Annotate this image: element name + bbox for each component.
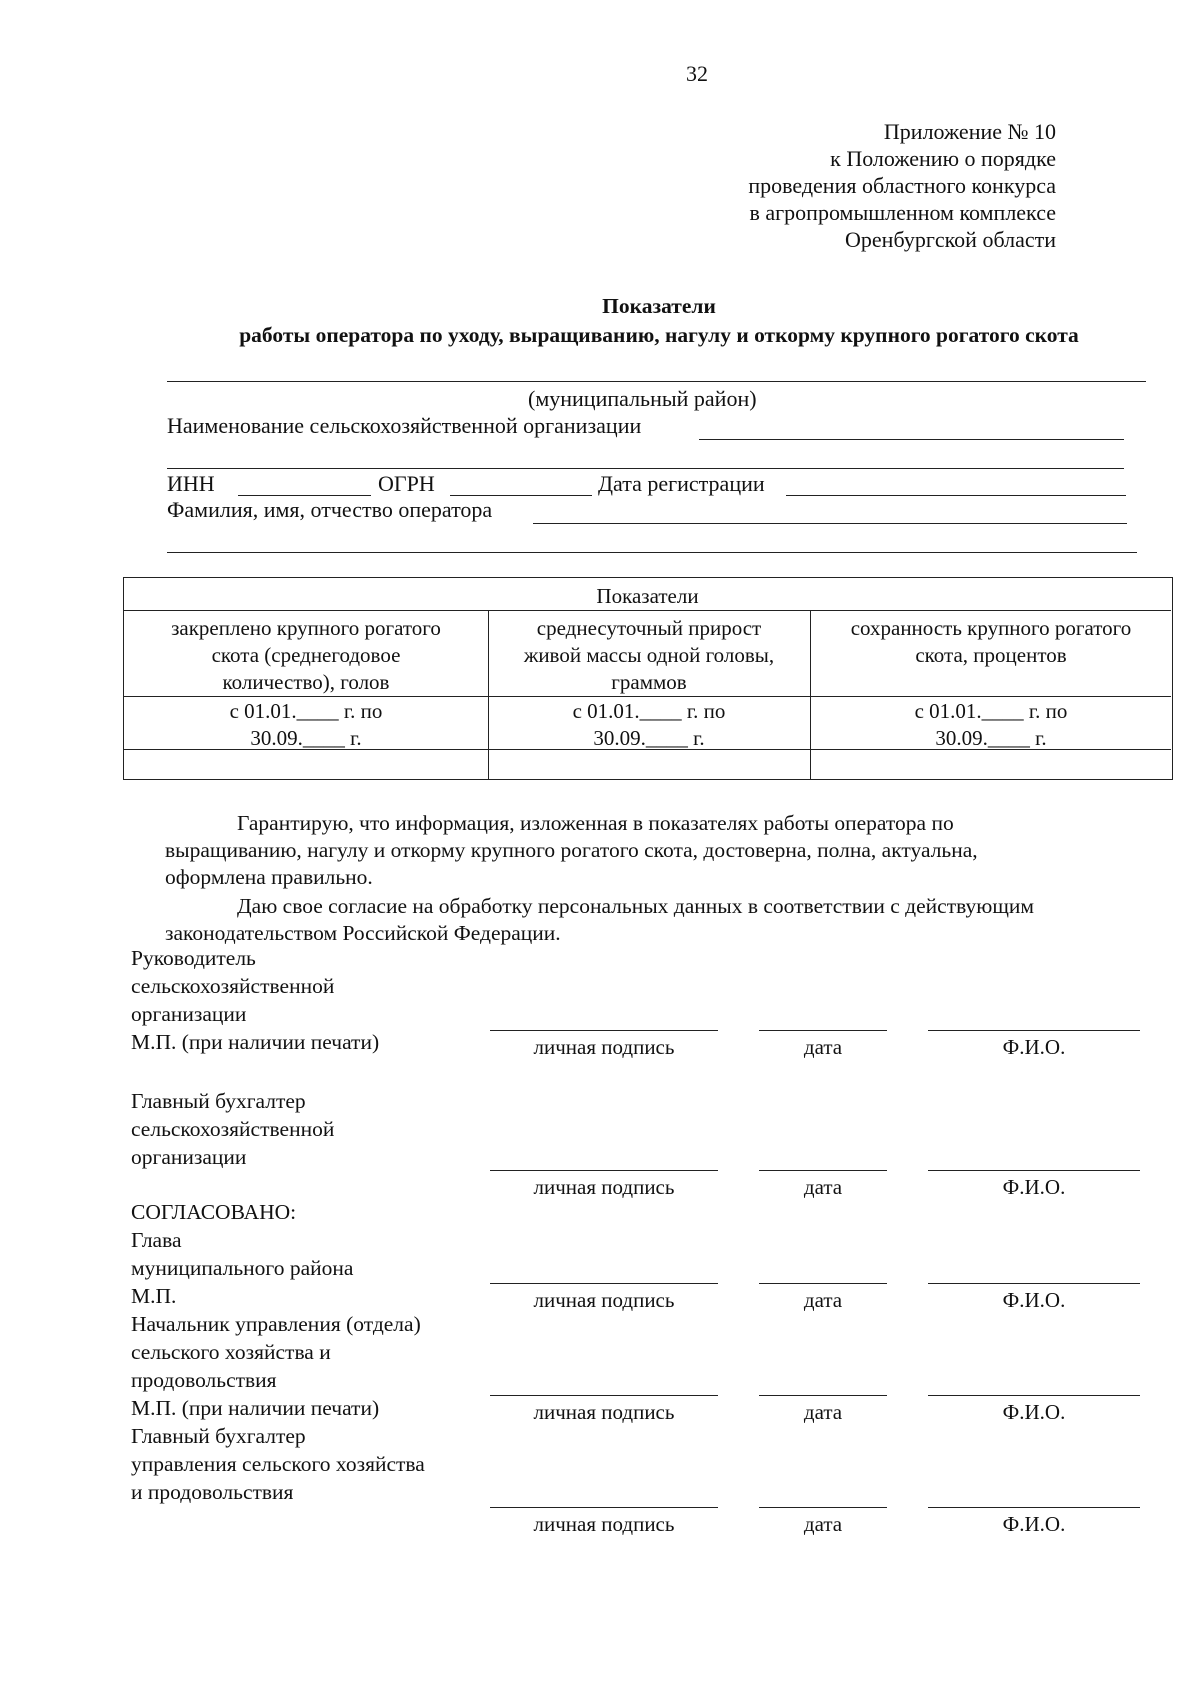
signature-line [490, 1507, 718, 1508]
column-header-survival: сохранность крупного рогатого скота, процентов [850, 616, 1132, 667]
signatory-agri-head: продовольствия [131, 1368, 277, 1392]
fio-line [928, 1507, 1140, 1508]
signature-line [490, 1170, 718, 1171]
date-line [759, 1283, 887, 1284]
date-caption: дата [803, 1400, 843, 1424]
signature-caption: личная подпись [533, 1288, 675, 1312]
date-caption: дата [803, 1175, 843, 1199]
signatory-head-org: организации [131, 1002, 247, 1026]
signatory-agri-accountant: и продовольствия [131, 1480, 294, 1504]
page-number: 32 [686, 61, 708, 86]
signatory-chief-accountant: Главный бухгалтер [131, 1089, 306, 1113]
document-title: Показатели [602, 294, 716, 318]
appendix-line: проведения областного конкурса [748, 173, 1056, 198]
date-line [759, 1030, 887, 1031]
operator-blank [533, 523, 1127, 524]
document-subtitle: работы оператора по уходу, выращиванию, нагулу и откорму крупного рогатого скота [239, 323, 1079, 347]
appendix-title: Приложение № 10 [883, 119, 1056, 144]
table-header: Показатели [596, 584, 699, 608]
org-name-label: Наименование сельскохозяйственной организации [167, 413, 642, 438]
operator-label: Фамилия, имя, отчество оператора [167, 497, 493, 522]
fio-caption: Ф.И.О. [1002, 1288, 1066, 1312]
inn-label: ИНН [167, 471, 215, 496]
signatory-district-head: Глава [131, 1228, 182, 1252]
org-name-blank-2 [167, 468, 1124, 469]
period-cell: с 01.01.____ г. по 30.09.____ г. [572, 699, 726, 750]
signatory-agri-accountant: Главный бухгалтер [131, 1424, 306, 1448]
signatory-head-org: М.П. (при наличии печати) [131, 1030, 380, 1054]
inn-blank [238, 495, 371, 496]
signatory-head-org: сельскохозяйственной [131, 974, 335, 998]
signature-caption: личная подпись [533, 1035, 675, 1059]
fio-caption: Ф.И.О. [1002, 1035, 1066, 1059]
operator-blank-2 [167, 552, 1137, 553]
fio-line [928, 1395, 1140, 1396]
appendix-line: в агропромышленном комплексе [749, 200, 1056, 225]
period-cell: с 01.01.____ г. по 30.09.____ г. [914, 699, 1068, 750]
signatory-agri-head: М.П. (при наличии печати) [131, 1396, 380, 1420]
signatory-agri-accountant: управления сельского хозяйства [131, 1452, 425, 1476]
signature-caption: личная подпись [533, 1512, 675, 1536]
consent-text: законодательством Российской Федерации. [165, 921, 561, 945]
fio-line [928, 1283, 1140, 1284]
signatory-agri-head: сельского хозяйства и [131, 1340, 331, 1364]
signatory-agri-head: Начальник управления (отдела) [131, 1312, 421, 1336]
district-caption: (муниципальный район) [528, 386, 757, 411]
date-line [759, 1395, 887, 1396]
guarantee-text: выращиванию, нагулу и откорму крупного рогатого скота, достоверна, полна, актуальна, [165, 838, 978, 862]
signature-caption: личная подпись [533, 1175, 675, 1199]
signature-line [490, 1030, 718, 1031]
period-cell: с 01.01.____ г. по 30.09.____ г. [229, 699, 383, 750]
signatory-chief-accountant: организации [131, 1145, 247, 1169]
signatory-district-head: муниципального района [131, 1256, 354, 1280]
date-caption: дата [803, 1288, 843, 1312]
reg-date-blank [786, 495, 1126, 496]
fio-line [928, 1030, 1140, 1031]
fio-caption: Ф.И.О. [1002, 1512, 1066, 1536]
date-line [759, 1170, 887, 1171]
indicators-table [123, 577, 1173, 780]
appendix-line: Оренбургской области [845, 227, 1056, 252]
signatory-head-org: Руководитель [131, 946, 256, 970]
signatory-chief-accountant: сельскохозяйственной [131, 1117, 335, 1141]
table-divider [124, 696, 1171, 697]
column-header-weight-gain: среднесуточный прирост живой массы одной головы, граммов [523, 616, 775, 694]
guarantee-text: Гарантирую, что информация, изложенная в показателях работы оператора по [237, 811, 954, 835]
fio-line [928, 1170, 1140, 1171]
signature-line [490, 1283, 718, 1284]
fio-caption: Ф.И.О. [1002, 1175, 1066, 1199]
signature-caption: личная подпись [533, 1400, 675, 1424]
ogrn-label: ОГРН [378, 471, 435, 496]
fio-caption: Ф.И.О. [1002, 1400, 1066, 1424]
district-blank [167, 381, 1146, 382]
date-line [759, 1507, 887, 1508]
org-name-blank [699, 439, 1124, 440]
date-caption: дата [803, 1512, 843, 1536]
signature-line [490, 1395, 718, 1396]
approved-heading: СОГЛАСОВАНО: [131, 1200, 297, 1224]
appendix-line: к Положению о порядке [830, 146, 1056, 171]
ogrn-blank [450, 495, 592, 496]
guarantee-text: оформлена правильно. [165, 865, 373, 889]
reg-date-label: Дата регистрации [598, 471, 765, 496]
date-caption: дата [803, 1035, 843, 1059]
consent-text: Даю свое согласие на обработку персональных данных в соответствии с действующим [237, 894, 1034, 918]
table-divider [124, 610, 1171, 611]
signatory-district-head: М.П. [131, 1284, 177, 1308]
column-header-livestock: закреплено крупного рогатого скота (среднегодовое количество), голов [171, 616, 441, 694]
